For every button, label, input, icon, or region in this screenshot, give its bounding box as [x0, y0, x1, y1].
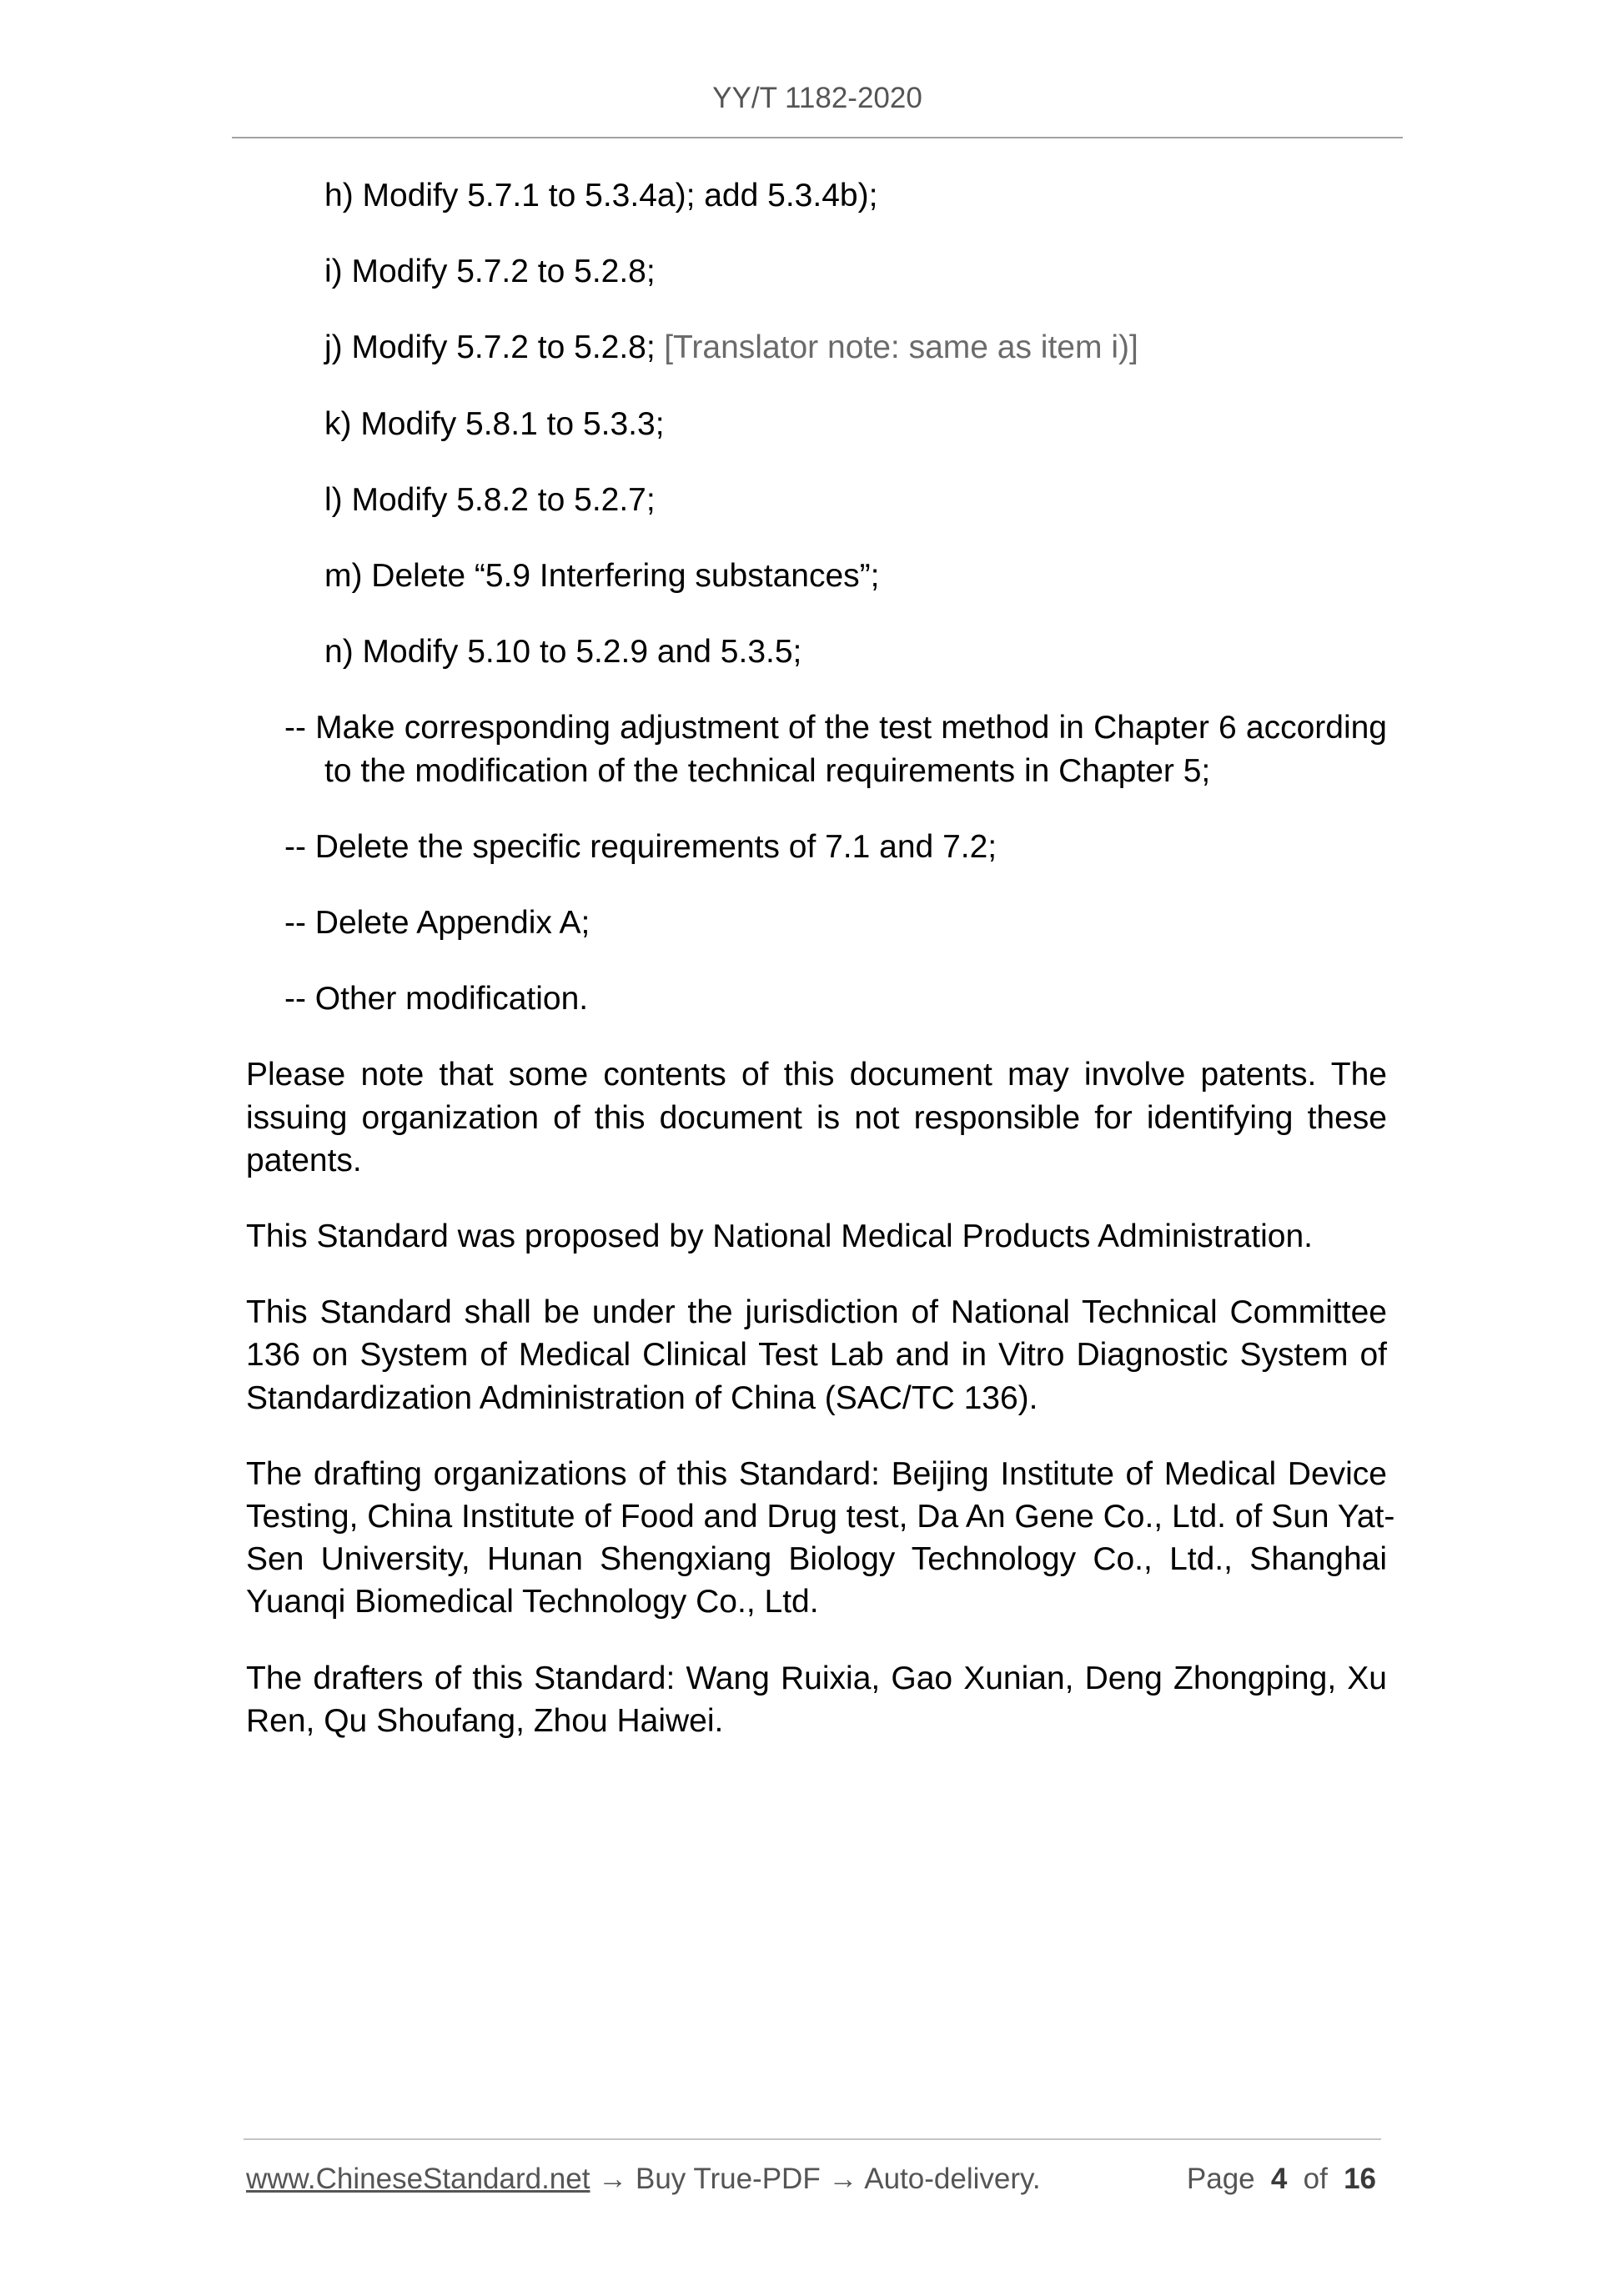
- paragraph-line: 136 on System of Medical Clinical Test Lab and in Vitro Diagnostic System of: [246, 1337, 1387, 1374]
- paragraph-line: The drafting organizations of this Standard: Beijing Institute of Medical Device: [246, 1455, 1387, 1492]
- paragraph-drafters: [246, 1657, 1387, 1742]
- header-rule: [232, 137, 1403, 138]
- amendment-item-j: [246, 326, 1387, 369]
- paragraph-drafting-organizations: [246, 1453, 1395, 1624]
- amendment-item-text: i) Modify 5.7.2 to 5.2.8;: [324, 254, 656, 290]
- page-of-label: of: [1303, 2163, 1328, 2195]
- page-total: 16: [1344, 2163, 1376, 2195]
- page-label: Page: [1186, 2163, 1255, 2195]
- paragraph-line: This Standard shall be under the jurisdiction of National Technical Committee: [246, 1294, 1387, 1331]
- paragraph-line: The drafters of this Standard: Wang Ruixia, Gao Xunian, Deng Zhongping, Xu: [246, 1660, 1387, 1696]
- paragraph-line: This Standard was proposed by National Medical Products Administration.: [246, 1218, 1313, 1255]
- paragraph-line: Please note that some contents of this document may involve patents. The: [246, 1057, 1387, 1093]
- paragraph-patents-notice: [246, 1053, 1387, 1182]
- amendment-item-text: h) Modify 5.7.1 to 5.3.4a); add 5.3.4b);: [324, 178, 878, 214]
- amendment-item-h: [246, 174, 1387, 217]
- change-item-line: -- Delete the specific requirements of 7.1 and 7.2;: [284, 828, 997, 865]
- paragraph-proposer: [246, 1215, 1387, 1258]
- paragraph-line: Ren, Qu Shoufang, Zhou Haiwei.: [246, 1702, 724, 1739]
- change-item-delete-requirements: [246, 826, 1387, 868]
- amendment-item-m: [246, 555, 1387, 597]
- change-item-line: -- Other modification.: [284, 981, 589, 1017]
- change-item-test-method: [246, 706, 1387, 791]
- amendment-item-n: [246, 631, 1387, 673]
- amendment-item-text: l) Modify 5.8.2 to 5.2.7;: [324, 481, 656, 518]
- amendment-item-text: m) Delete “5.9 Interfering substances”;: [324, 558, 880, 595]
- footer-promo: [246, 2163, 1041, 2196]
- header-standard-number: YY/T 1182-2020: [712, 82, 922, 114]
- paragraph-line: Yuanqi Biomedical Technology Co., Ltd.: [246, 1584, 819, 1620]
- change-item-line: to the modification of the technical requirements in Chapter 5;: [324, 752, 1211, 789]
- amendment-item-text: j) Modify 5.7.2 to 5.2.8;: [324, 329, 656, 366]
- change-item-line: -- Delete Appendix A;: [284, 905, 590, 942]
- amendment-item-i: [246, 250, 1387, 293]
- translator-note: [Translator note: same as item i)]: [664, 329, 1138, 366]
- paragraph-line: issuing organization of this document is not responsible for identifying these: [246, 1099, 1387, 1136]
- paragraph-jurisdiction: [246, 1291, 1387, 1419]
- amendment-item-text: n) Modify 5.10 to 5.2.9 and 5.3.5;: [324, 634, 802, 671]
- paragraph-line: Standardization Administration of China (SAC/TC 136).: [246, 1379, 1038, 1416]
- footer-tagline: → Buy True-PDF → Auto-delivery.: [598, 2163, 1041, 2195]
- amendment-item-k: [246, 403, 1387, 445]
- footer-site-link[interactable]: www.ChineseStandard.net: [246, 2163, 590, 2195]
- amendment-item-text: k) Modify 5.8.1 to 5.3.3;: [324, 405, 665, 442]
- paragraph-line: Sen University, Hunan Shengxiang Biology Technology Co., Ltd., Shanghai: [246, 1541, 1387, 1578]
- paragraph-line: Testing, China Institute of Food and Drug test, Da An Gene Co., Ltd. of Sun Yat-: [246, 1499, 1395, 1535]
- amendment-item-l: [246, 479, 1387, 521]
- page-body: [246, 174, 1395, 1742]
- change-item-delete-appendix: [246, 902, 1387, 944]
- page-current: 4: [1270, 2163, 1288, 2195]
- paragraph-line: patents.: [246, 1142, 362, 1178]
- page-indicator: [1187, 2163, 1376, 2196]
- change-item-line: -- Make corresponding adjustment of the test method in Chapter 6 according: [284, 710, 1387, 746]
- footer-rule: [244, 2138, 1381, 2140]
- change-item-other: [246, 977, 1387, 1020]
